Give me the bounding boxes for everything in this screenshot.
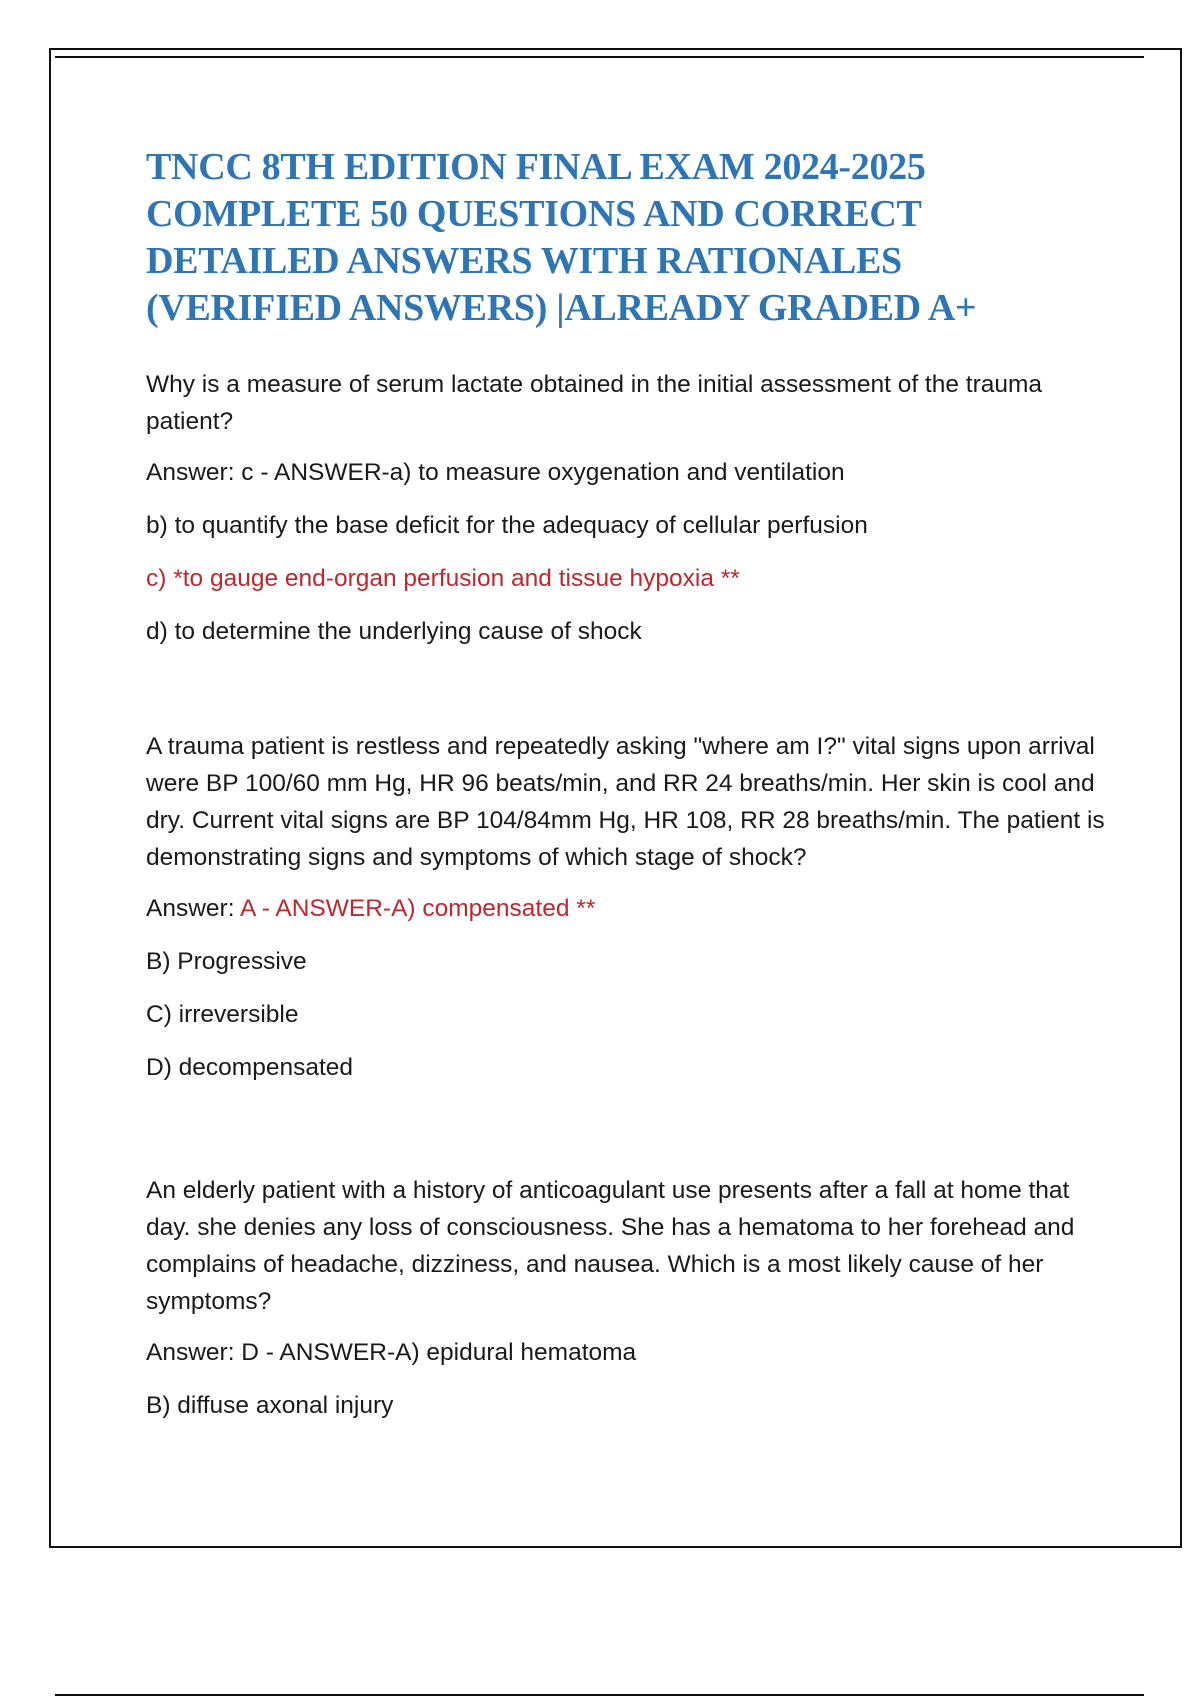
spacer — [146, 1102, 1106, 1172]
option-d: D) decompensated — [146, 1054, 354, 1081]
question-text: Why is a measure of serum lactate obtained in the initial assessment of the trauma patient? — [146, 371, 1043, 435]
option-b: B) diffuse axonal injury — [146, 1392, 394, 1419]
option-c-correct: c) *to gauge end-organ perfusion and tissue hypoxia ** — [146, 565, 740, 592]
question-text: A trauma patient is restless and repeatedly asking "where am I?" vital signs upon arrival were BP 100/60 mm Hg, HR 96 beats/min, and RR 24 breaths/min. Her skin is cool and dry. Current vital signs are BP 104/84mm Hg, HR 108, RR 28 breaths/min. The patient is demonstrating signs and symptoms of which stage of shock? — [146, 733, 1105, 871]
bottom-rule — [55, 1694, 1144, 1696]
option-b: B) Progressive — [146, 948, 307, 975]
document-content — [146, 144, 1106, 1440]
option-c: C) irreversible — [146, 1001, 299, 1028]
document-title: TNCC 8TH EDITION FINAL EXAM 2024-2025 COMPLETE 50 QUESTIONS AND CORRECT DETAILED ANSWERS WITH RATIONALES (VERIFIED ANSWERS) |ALREADY GRADED A+ — [146, 146, 977, 329]
answer-line: Answer: D - ANSWER-A) epidural hematoma — [146, 1339, 637, 1366]
answer-line: Answer: c - ANSWER-a) to measure oxygenation and ventilation — [146, 459, 845, 486]
option-b: b) to quantify the base deficit for the adequacy of cellular perfusion — [146, 512, 868, 539]
question-text: An elderly patient with a history of anticoagulant use presents after a fall at home that day. she denies any loss of consciousness. She has a hematoma to her forehead and complains of headache, dizziness, and nausea. Which is a most likely cause of her symptoms? — [146, 1177, 1075, 1315]
option-d: d) to determine the underlying cause of shock — [146, 618, 642, 645]
answer-correct: A - ANSWER-A) compensated ** — [239, 895, 596, 922]
question-block-2 — [146, 728, 1106, 1086]
question-block-1 — [146, 366, 1106, 650]
answer-line — [146, 890, 1106, 927]
answer-label: Answer: — [146, 895, 240, 922]
question-block-3 — [146, 1172, 1106, 1424]
spacer — [146, 666, 1106, 728]
